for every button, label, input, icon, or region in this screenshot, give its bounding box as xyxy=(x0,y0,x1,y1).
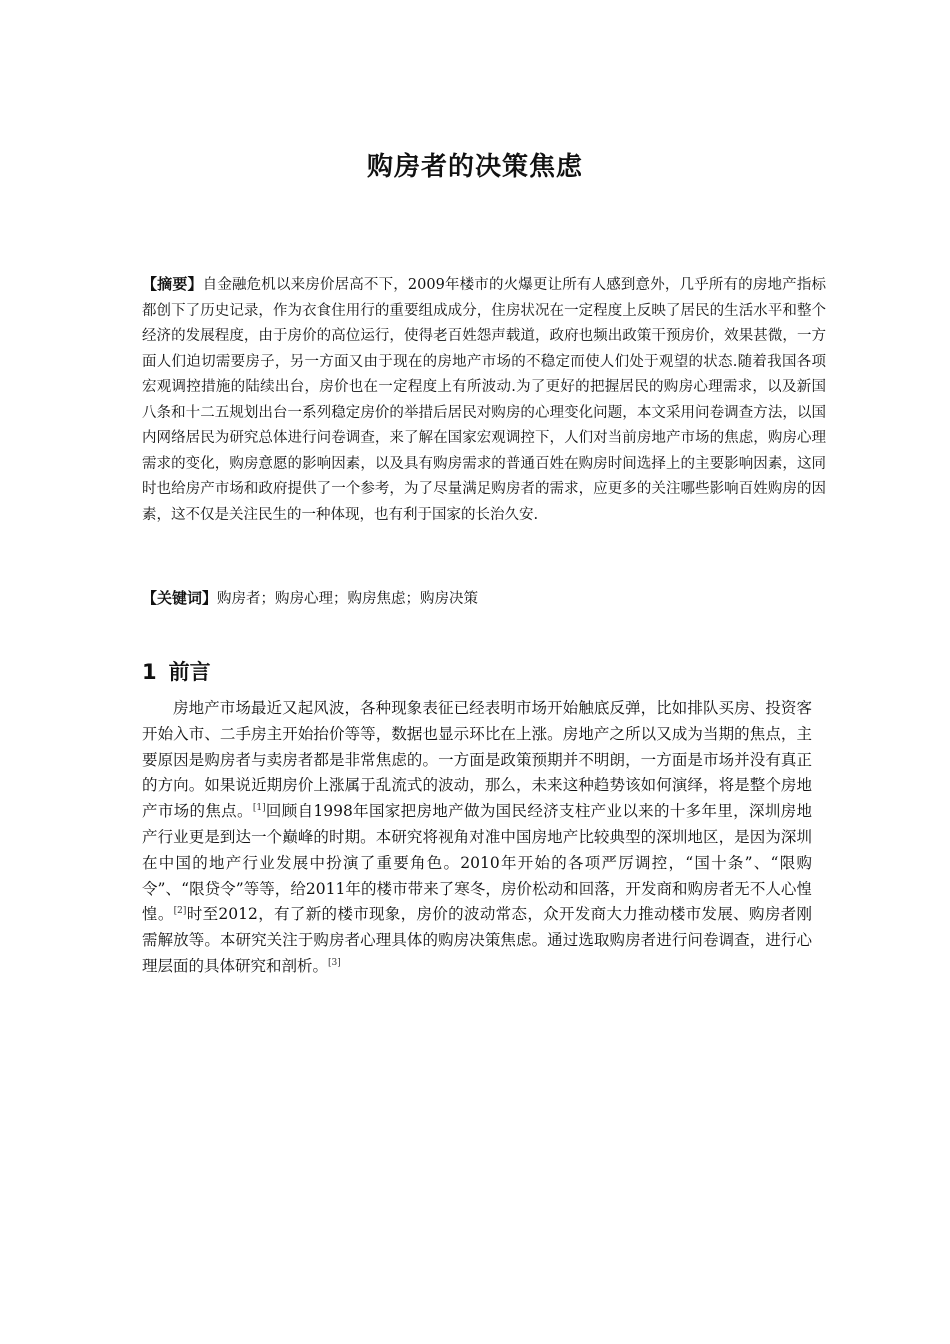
introduction-paragraph xyxy=(142,696,812,980)
intro-text-part-1: 房地产市场最近又起风波，各种现象表征已经表明市场开始触底反弹，比如排队买房、投资客开始入市、二手房主开始抬价等等，数据也显示环比在上涨。房地产之所以又成为当期的焦点，主要原因是购房者与卖房者都是非常焦虑的。一方面是政策预期并不明朗，一方面是市场并没有真正的方向。如果说近期房价上涨属于乱流式的波动，那么，未来这种趋势该如何演绎，将是整个房地产市场的焦点。 xyxy=(142,699,812,821)
citation-3[interactable]: [3] xyxy=(328,957,341,968)
intro-text-part-3: 时至2012，有了新的楼市现象，房价的波动常态，众开发商大力推动楼市发展、购房者刚需解放等。本研究关注于购房者心理具体的购房决策焦虑。通过选取购房者进行问卷调查，进行心理层面的具体研究和剖析。 xyxy=(142,905,812,975)
keywords-text: 购房者；购房心理；购房焦虑；购房决策 xyxy=(217,591,479,607)
keywords-line xyxy=(142,586,826,612)
section-number: 1 xyxy=(142,660,157,684)
citation-1[interactable]: [1] xyxy=(252,803,266,814)
paper-title: 购房者的决策焦虑 xyxy=(366,152,583,183)
citation-2[interactable]: [2] xyxy=(173,906,187,917)
section-title: 前言 xyxy=(168,660,211,684)
abstract-label: 【摘要】 xyxy=(142,275,203,293)
section-heading-introduction xyxy=(142,656,211,688)
abstract-text: 自金融危机以来房价居高不下，2009年楼市的火爆更让所有人感到意外，几乎所有的房地产指标都创下了历史记录，作为衣食住用行的重要组成成分，住房状况在一定程度上反映了居民的生活水平和整个经济的发展程度，由于房价的高位运行，使得老百姓怨声载道，政府也频出政策干预房价，效果甚微，一方面人们迫切需要房子，另一方面又由于现在的房地产市场的不稳定而使人们处于观望的状态.随着我国各项宏观调控措施的陆续出台，房价也在一定程度上有所波动.为了更好的把握居民的购房心理需求，以及新国八条和十二五规划出台一系列稳定房价的举措后居民对购房的心理变化问题，本文采用问卷调查方法，以国内网络居民为研究总体进行问卷调查，来了解在国家宏观调控下，人们对当前房地产市场的焦虑，购房心理需求的变化，购房意愿的影响因素，以及具有购房需求的普通百姓在购房时间选择上的主要影响因素，这同时也给房产市场和政府提供了一个参考，为了尽量满足购房者的需求，应更多的关注哪些影响百姓购房的因素，这不仅是关注民生的一种体现，也有利于国家的长治久安. xyxy=(142,277,826,523)
keywords-label: 【关键词】 xyxy=(142,589,218,607)
intro-text-part-2: 回顾自1998年国家把房地产做为国民经济支柱产业以来的十多年里，深圳房地产行业更是到达一个巅峰的时期。本研究将视角对准中国房地产比较典型的深圳地区，是因为深圳在中国的地产行业发展中扮演了重要角色。2010年开始的各项严厉调控，“国十条”、“限购令”、“限贷令”等等，给2011年的楼市带来了寒冬，房价松动和回落，开发商和购房者无不人心惶惶。 xyxy=(142,802,812,924)
abstract-paragraph xyxy=(142,272,826,528)
